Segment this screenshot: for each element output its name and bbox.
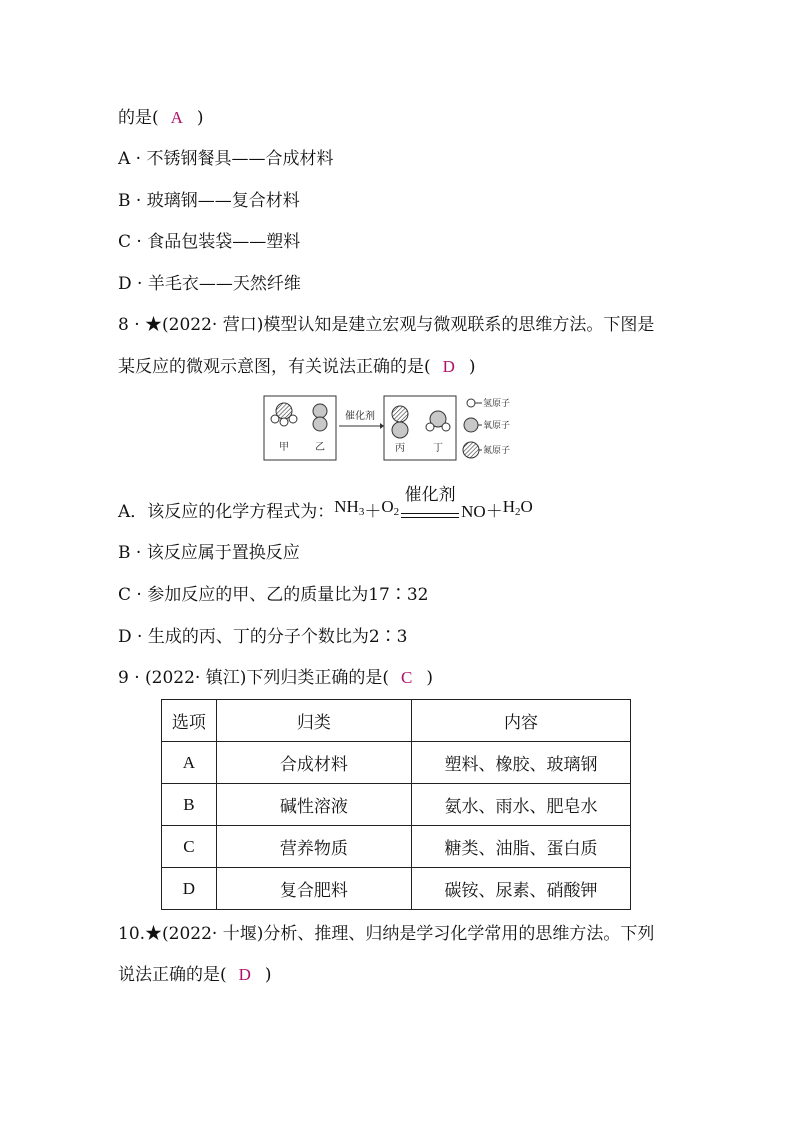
eq-nh3-sub: 3 bbox=[358, 506, 365, 518]
eq-nh3-symbol: NH bbox=[334, 497, 359, 516]
eq-h2o-o: O bbox=[520, 497, 533, 516]
q8-close: ) bbox=[468, 357, 476, 377]
q8-option-b: B · 该反应属于置换反应 bbox=[118, 543, 300, 563]
row-content: 碳铵、尿素、硝酸钾 bbox=[411, 868, 630, 910]
header-option: 选项 bbox=[162, 700, 217, 742]
legend-hydrogen-label: 氢原子 bbox=[483, 399, 511, 409]
classification-table bbox=[161, 699, 631, 910]
q9-stem bbox=[118, 666, 433, 690]
eq-h2o-sub: 2 bbox=[514, 506, 521, 518]
row-category: 复合肥料 bbox=[216, 868, 411, 910]
row-option: C bbox=[162, 826, 217, 868]
legend-nitrogen-label: 氮原子 bbox=[483, 446, 511, 456]
row-option: D bbox=[162, 868, 217, 910]
legend-oxygen bbox=[464, 418, 510, 432]
eq-product-no: NO bbox=[461, 502, 486, 521]
arrow-catalyst-label: 催化剂 bbox=[345, 411, 375, 422]
legend-hydrogen bbox=[467, 397, 510, 409]
row-category: 碱性溶液 bbox=[216, 784, 411, 826]
q8-option-a bbox=[118, 480, 533, 528]
table-row bbox=[162, 868, 631, 910]
q7-option-d: D · 羊毛衣——天然纤维 bbox=[118, 274, 301, 294]
q8-answer: D bbox=[442, 357, 455, 376]
q10-stem-line1: 10.★(2022· 十堰)分析、推理、归纳是学习化学常用的思维方法。下列 bbox=[118, 924, 655, 944]
q10-close: ) bbox=[264, 965, 272, 985]
eq-catalyst-label: 催化剂 bbox=[404, 485, 456, 505]
q7-stem-text: 的是( bbox=[118, 108, 159, 128]
q7-option-b: B · 玻璃钢——复合材料 bbox=[118, 191, 300, 211]
label-jia: 甲 bbox=[279, 442, 289, 453]
legend-nitrogen bbox=[463, 442, 510, 458]
eq-reactant-o2 bbox=[381, 495, 399, 524]
row-option: B bbox=[162, 784, 217, 826]
row-content: 塑料、橡胶、玻璃钢 bbox=[411, 742, 630, 784]
eq-double-line bbox=[401, 513, 459, 518]
row-content: 糖类、油脂、蛋白质 bbox=[411, 826, 630, 868]
q9-stem-text: 9 · (2022· 镇江)下列归类正确的是( bbox=[118, 668, 389, 688]
eq-o2-symbol: O bbox=[381, 497, 394, 516]
q9-answer: C bbox=[401, 668, 413, 687]
q8-stem-text: 某反应的微观示意图，有关说法正确的是( bbox=[118, 357, 431, 377]
eq-product-h2o bbox=[503, 495, 533, 524]
q8-option-d: D · 生成的丙、丁的分子个数比为2∶3 bbox=[118, 627, 408, 647]
eq-h2o-h: H bbox=[502, 497, 515, 516]
eq-o2-sub: 2 bbox=[393, 506, 400, 518]
label-yi: 乙 bbox=[315, 442, 325, 453]
eq-plus-1: ＋ bbox=[364, 502, 382, 522]
q7-stem-tail bbox=[118, 106, 204, 130]
q8-option-a-prefix: A．该反应的化学方程式为： bbox=[118, 502, 335, 522]
eq-plus-2: ＋ bbox=[485, 502, 503, 522]
row-option: A bbox=[162, 742, 217, 784]
row-category: 合成材料 bbox=[216, 742, 411, 784]
reaction-diagram bbox=[263, 393, 543, 465]
q8-stem-line1: 8 · ★(2022· 营口)模型认知是建立宏观与微观联系的思维方法。下图是 bbox=[118, 315, 655, 335]
table-header-row bbox=[162, 700, 631, 742]
table-row bbox=[162, 826, 631, 868]
q7-close: ) bbox=[196, 108, 204, 128]
q10-answer: D bbox=[238, 965, 251, 984]
label-ding: 丁 bbox=[433, 443, 443, 454]
q8-option-c: C · 参加反应的甲、乙的质量比为17∶32 bbox=[118, 585, 429, 605]
q7-option-c: C · 食品包装袋——塑料 bbox=[118, 232, 301, 252]
table-row bbox=[162, 742, 631, 784]
label-bing: 丙 bbox=[395, 443, 405, 454]
q10-stem-text: 说法正确的是( bbox=[118, 965, 227, 985]
eq-catalyst-arrow bbox=[401, 480, 459, 524]
q8-stem-line2 bbox=[118, 355, 476, 379]
q9-close: ) bbox=[426, 668, 433, 688]
legend-oxygen-label: 氧原子 bbox=[483, 421, 511, 431]
q7-option-a: A · 不锈钢餐具——合成材料 bbox=[118, 149, 334, 169]
q10-stem-line2 bbox=[118, 963, 272, 987]
q7-answer: A bbox=[170, 108, 183, 127]
header-content: 内容 bbox=[411, 700, 630, 742]
row-category: 营养物质 bbox=[216, 826, 411, 868]
header-category: 归类 bbox=[216, 700, 411, 742]
eq-reactant-nh3 bbox=[334, 495, 364, 524]
table-row bbox=[162, 784, 631, 826]
reaction-arrow-head bbox=[380, 423, 384, 429]
row-content: 氨水、雨水、肥皂水 bbox=[411, 784, 630, 826]
